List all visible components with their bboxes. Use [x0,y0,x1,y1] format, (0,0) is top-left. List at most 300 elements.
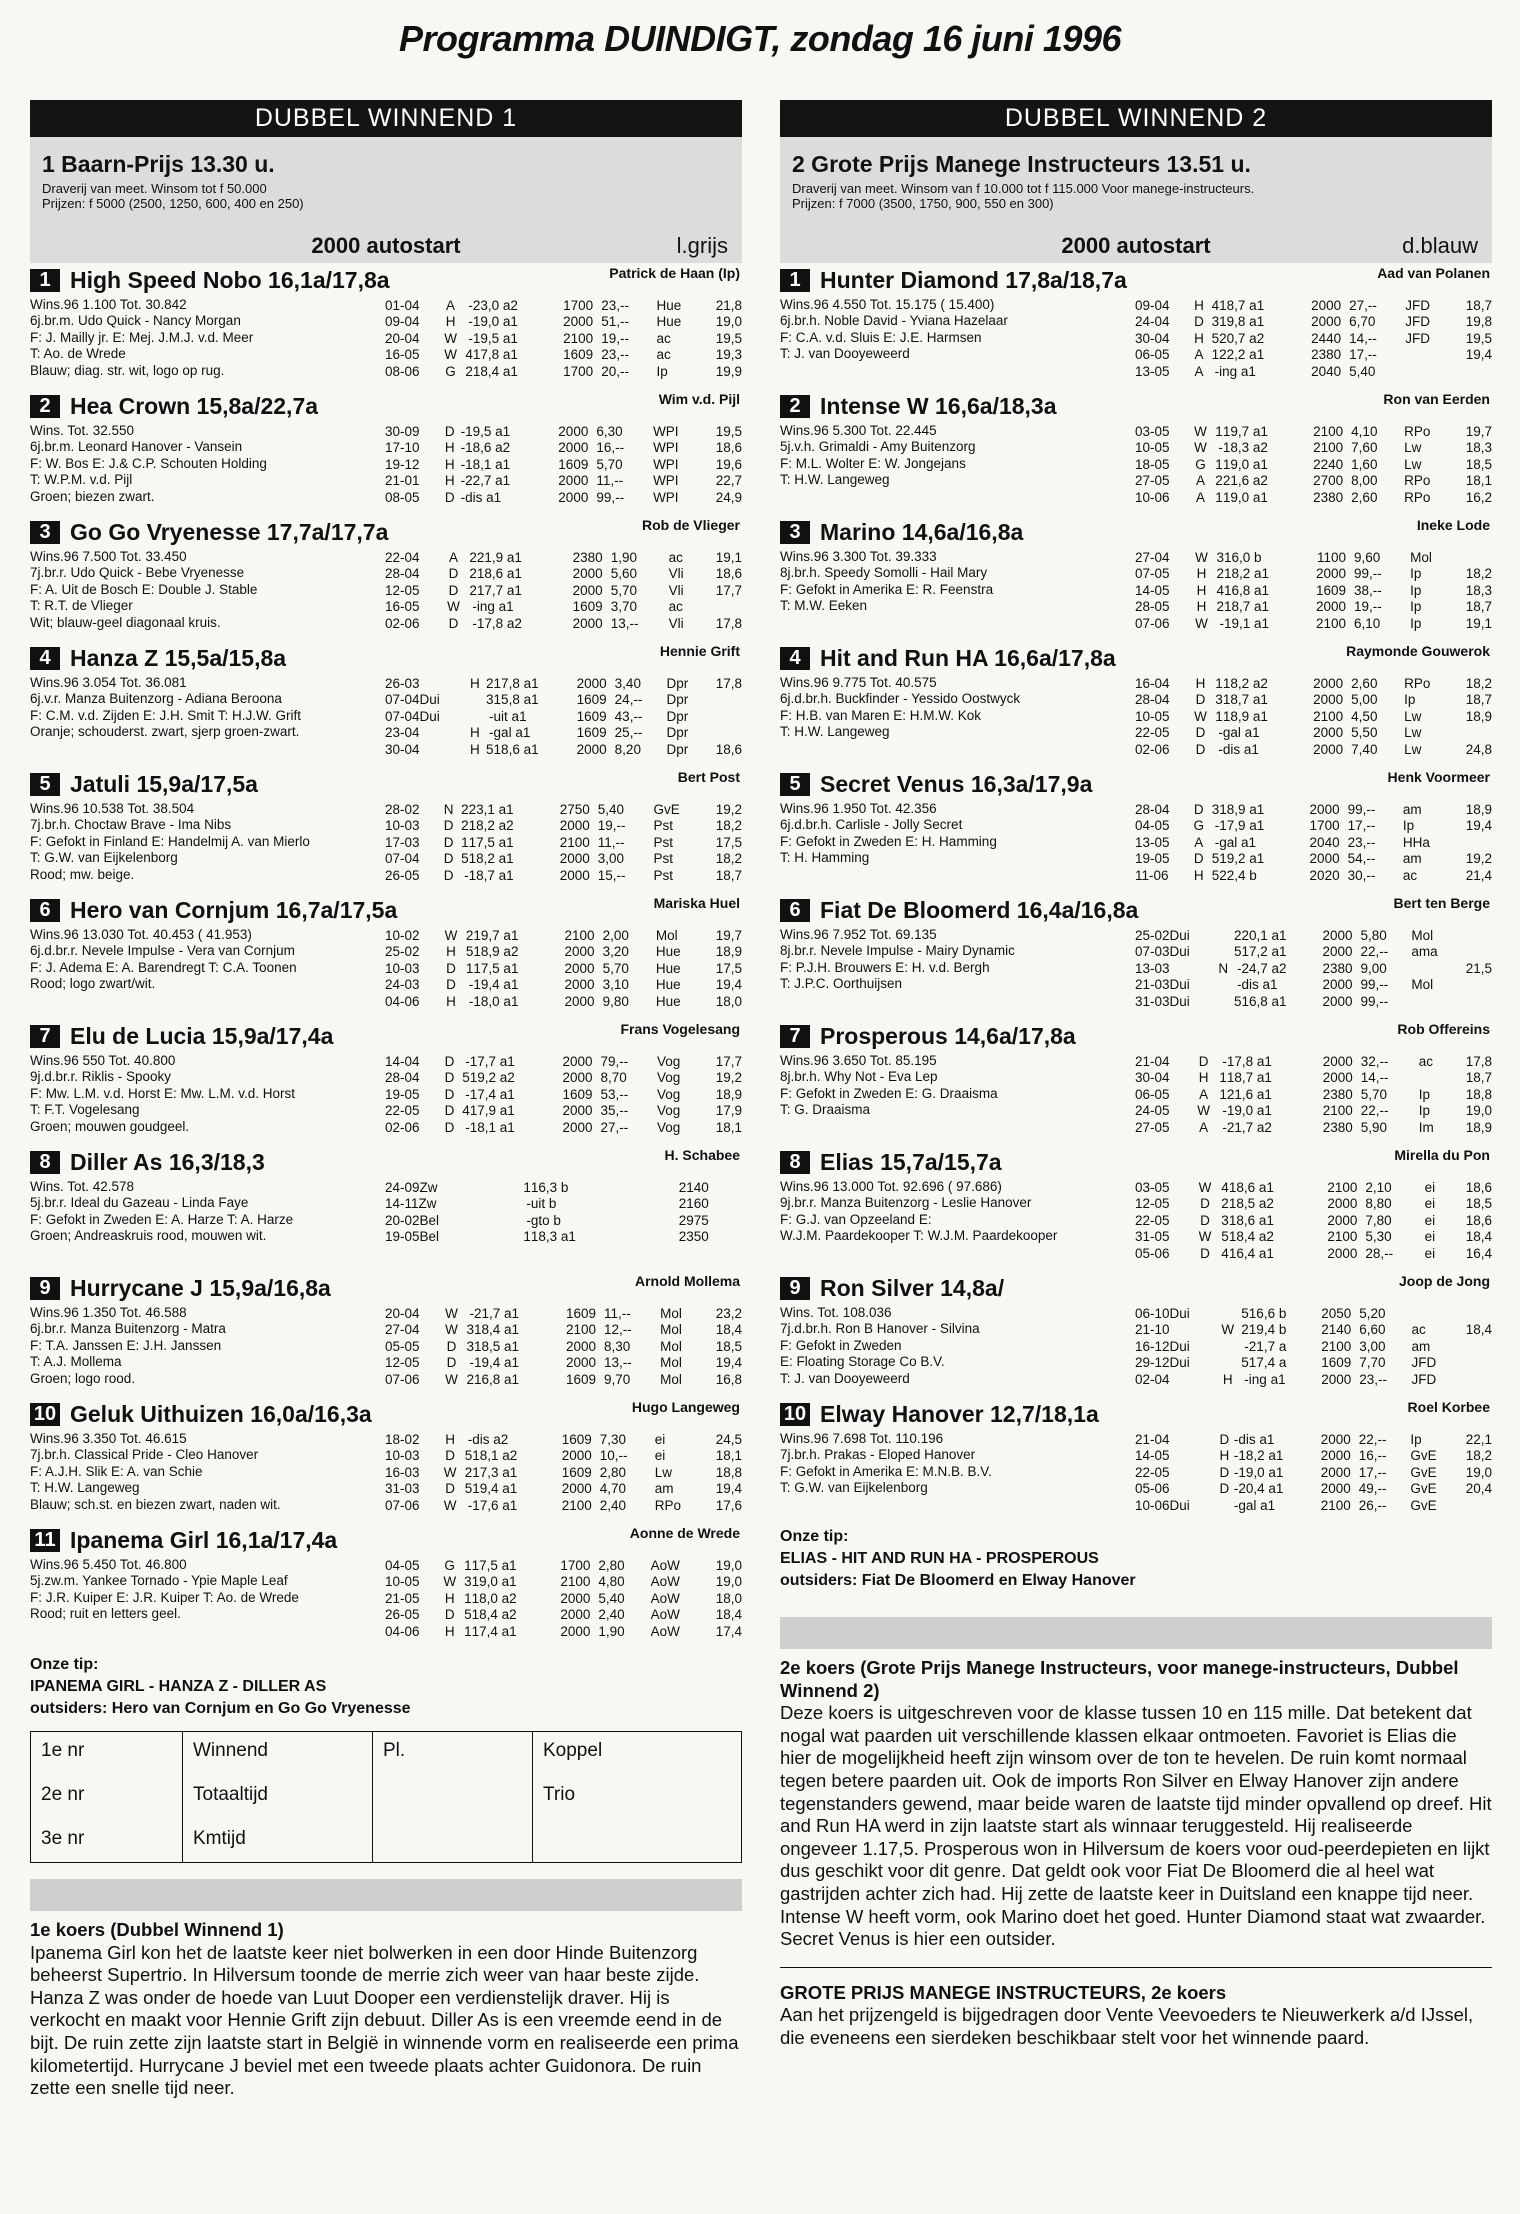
result-cell: - [489,725,494,741]
notice-heading: GROTE PRIJS MANEGE INSTRUCTEURS, 2e koers [780,1981,1227,2003]
result-cell: 5,70 [596,456,623,472]
detail-line: Wins.96 1.350 Tot. 46.588 [30,1305,187,1320]
result-cell: JFD [1411,1371,1437,1387]
form-cell: Pl. [383,1740,406,1761]
result-cell: 4 [1221,1180,1229,1195]
driver-name: Roel Korbee [1407,1399,1490,1415]
detail-line: F: W. Bos E: J.& C.P. Schouten Holding [30,455,267,471]
result-cell: 2000 [572,582,603,598]
result-cell: N [1218,960,1229,976]
result-cell: 19,2 [715,802,742,817]
result-cell: - [460,440,466,456]
result-cell: D [445,1448,455,1464]
result-cell: 1 [464,1590,472,1606]
detail-line: F: A. Uit de Bosch E: Double J. Stable [30,581,258,597]
result-cell [1405,961,1453,977]
result-cell: 21-05 [385,1590,420,1606]
result-cell: JFD [1411,1355,1437,1371]
result-cell [468,709,483,725]
result-cell: - [1233,1448,1239,1464]
result-cell: 2 [1234,928,1242,943]
result-cell: 17,7 [715,1054,742,1069]
result-cell: D [443,818,454,834]
result-cell: 23,-- [1359,1371,1388,1387]
result-cell: 2000 [558,489,589,505]
result-cell: ac [1411,1322,1426,1338]
result-cell: 18,2 a1 [1238,1448,1284,1464]
result-cell: 5,40 [598,1590,625,1606]
result-cell: 5 [1211,851,1220,867]
result-cell: ama [1411,944,1438,960]
result-cell: - [1244,1371,1249,1387]
result-cell: 2,60 [1351,489,1378,505]
result-cell: 1700 [1309,818,1340,834]
horse-details [30,297,385,379]
result-cell: 19,2 [715,1070,742,1086]
result-cell [728,1180,742,1196]
result-cell: Hue [655,944,681,960]
result-cell: H [1194,298,1204,313]
result-cell: 18,6 [715,741,742,757]
result-cell: - [468,298,473,313]
result-cell: 18,9 [1465,802,1492,817]
result-cell: 23,1 a1 [468,802,514,817]
horse-entry [780,1397,1492,1523]
horse-heading [30,641,742,675]
result-cell: 3,40 [614,676,641,691]
result-row [385,331,742,347]
horse-number: 1 [780,269,810,292]
detail-line: Rood; logo zwart/wit. [30,976,156,992]
result-cell: D [1193,851,1204,867]
horse-entry [30,767,742,893]
detail-line: 6j.d.br.r. Nevele Impulse - Vera van Cornjum [30,943,295,959]
result-cell: 24,8 [1465,741,1492,757]
result-cell: 1609 [558,456,589,472]
result-cell: H [444,473,455,489]
result-row [385,1481,742,1497]
result-cell: 99,-- [596,489,625,505]
horse-entry [780,767,1492,893]
result-cell: 22,7 [715,473,742,489]
result-cell [1449,550,1492,566]
result-cell: 17,2 a1 [1241,944,1287,960]
result-cell: - [1233,1432,1239,1447]
result-cell: G [444,1558,455,1573]
result-cell: 2100 [563,330,594,346]
result-cell: 1 [523,1180,531,1195]
result-cell: 54,-- [1347,851,1376,867]
result-cell [1218,1339,1237,1355]
result-cell: 19,4 a1 [473,977,519,993]
detail-line: 9j.br.r. Manza Buitenzorg - Leslie Hanover [780,1195,1032,1211]
result-cell [1405,1306,1452,1322]
horse-number: 7 [30,1025,60,1048]
result-cell: 10-06Dui [1135,1497,1190,1513]
horse-heading [30,767,742,801]
detail-line: F: Gefokt in Zweden [780,1337,902,1353]
result-cell: 28-04 [1135,802,1170,817]
result-cell: 20,-- [601,363,629,379]
result-row [385,1120,742,1136]
result-cell: W [445,1371,458,1387]
horse-details [30,1305,385,1387]
result-cell: 21,4 [1465,867,1492,883]
result-cell: Hue [655,993,681,1009]
horse-number: 2 [30,395,60,418]
result-cell: 1609 [576,692,607,708]
result-cell: 16-04 [1135,676,1170,691]
result-cell: 2240 [1313,456,1344,472]
result-cell: - [489,708,494,724]
result-cell: Im [1418,1119,1434,1135]
result-cell: - [465,1086,470,1102]
detail-line: Rood; mw. beige. [30,866,135,882]
horse-number: 10 [30,1403,60,1426]
detail-line: 7j.br.h. Choctaw Brave - Ima Nibs [30,817,232,833]
result-cell [1452,1372,1492,1388]
section-header: DUBBEL WINNEND 1 [30,100,742,137]
driver-name: Aonne de Wrede [629,1525,740,1541]
result-cell: 26-05 [385,1607,420,1623]
result-cell: 21-04 [1135,1432,1170,1447]
result-cell [1218,1306,1237,1322]
race-distance: 2000 autostart [311,233,461,258]
result-row [1135,709,1492,725]
result-cell: 09-04 [385,314,420,330]
result-row [385,994,742,1010]
detail-line: Wins. Tot. 42.578 [30,1179,135,1194]
horse-heading [30,389,742,423]
result-cell: HHa [1402,834,1430,850]
result-cell: D [444,1607,455,1623]
result-cell: 11,-- [597,834,625,850]
result-cell: 28,-- [1365,1245,1394,1261]
result-cell: 10-05 [1135,440,1170,456]
result-cell: 17,-- [1358,1464,1387,1480]
horse-number: 3 [780,521,810,544]
result-cell: 23,-- [1347,834,1376,850]
story-heading: 2e koers (Grote Prijs Manege Instructeurs, voor manege-instructeurs, Dubbel Winnend 2) [780,1657,1459,1701]
result-cell: Lw [1404,741,1422,757]
result-cell: 18,9 [715,944,742,960]
result-cell: dis a2 [472,1432,509,1447]
result-cell: 1 [464,1623,472,1639]
result-cell: 18,2 [1465,566,1492,582]
tip-outsiders: outsiders: Hero van Cornjum en Go Go Vryenesse [30,1700,411,1717]
result-cell: A [1199,1086,1209,1102]
detail-line: 8j.br.r. Nevele Impulse - Mairy Dynamic [780,943,1015,959]
detail-line: Groen; mouwen goudgeel. [30,1118,190,1134]
result-row [385,566,742,582]
race-prizes: Prijzen: f 7000 (3500, 1750, 900, 550 en 300) [792,196,1054,211]
result-cell: 18,5 [715,1338,742,1354]
result-cell: 16,8 a1 [1224,582,1270,598]
results-table [1135,424,1492,506]
result-cell: 10-06 [1135,489,1170,505]
result-row [385,1465,742,1481]
result-cell: 2,60 [1351,676,1378,691]
result-cell: 18,9 [1465,708,1492,724]
result-cell: 26-05 [385,867,420,883]
result-cell: 18,4 [1465,1229,1492,1245]
result-cell: 01-04 [385,298,420,313]
result-cell: 19,7 a1 [1222,424,1268,439]
result-cell: 16,8 [715,1371,742,1387]
result-cell: 2100 [1321,1338,1352,1354]
result-cell: 21,8 [715,298,742,313]
result-cell: 22-04 [385,550,420,565]
result-row [385,1624,742,1640]
result-row [385,1070,742,1086]
result-cell: 2 [1216,599,1225,615]
result-cell: - [1222,1119,1227,1135]
result-cell: Pst [653,867,673,883]
result-cell: 20-02Bel [385,1212,440,1228]
result-cell: D [446,1355,457,1371]
result-cell: 21,7 a [1248,1338,1287,1354]
result-cell: Ip [1402,818,1415,834]
result-row [1135,1196,1492,1212]
result-cell: Ip [1418,1086,1430,1102]
result-cell: 18,2 a1 [468,851,514,867]
result-cell: 1 [523,1229,531,1245]
result-cell: 18,1 [715,1448,742,1464]
detail-line: Wit; blauw-geel diagonaal kruis. [30,614,221,630]
result-row [385,868,742,884]
result-cell: 27-05 [1135,473,1170,489]
result-cell: 06-05 [1135,1086,1170,1102]
result-row [1135,851,1492,867]
result-cell: D [444,424,455,439]
result-cell [1399,347,1449,363]
result-cell [468,692,483,708]
result-cell: 6,70 [1349,314,1376,330]
result-cell: 04-06 [385,1623,420,1639]
result-cell: 18,6 [715,566,742,582]
result-cell: 22,7 a1 [465,473,511,489]
result-cell: 31-05 [1135,1229,1170,1245]
result-cell: W [445,1322,458,1338]
result-cell: 6,30 [596,424,623,439]
result-cell: Vog [657,1054,681,1069]
result-cell: Vli [668,582,684,598]
driver-name: Rob Offereins [1397,1021,1490,1037]
detail-line: E: Floating Storage Co B.V. [780,1354,945,1370]
result-cell: 08-06 [385,363,420,379]
result-cell: 2 [1221,1196,1229,1212]
result-cell: 2,40 [599,1497,627,1513]
result-cell: 2050 [1321,1306,1352,1321]
result-cell: 19,0 [1465,1464,1492,1480]
result-cell: - [1219,615,1225,631]
result-cell: 1 [1215,424,1223,439]
horse-name: Hunter Diamond 17,8a/18,7a [820,267,1127,293]
horse-name: Hea Crown 15,8a/22,7a [70,393,319,419]
result-cell: 38,-- [1354,582,1382,598]
result-row [1135,457,1492,473]
result-cell: 18,3 a1 [530,1229,576,1245]
result-cell: D [443,834,454,850]
result-cell: - [1233,1497,1239,1513]
result-cell [1453,928,1492,944]
form-cell: Totaaltijd [193,1784,268,1805]
result-cell: 04-05 [1135,818,1170,834]
result-cell: Mol [1411,928,1434,943]
result-cell: 23,-- [601,298,629,313]
horse-entry [30,1523,742,1649]
horse-name: Intense W 16,6a/18,3a [820,393,1057,419]
result-cell: 2000 [572,566,603,582]
result-cell: 18,6 a2 [465,440,511,456]
driver-name: Aad van Polanen [1377,265,1490,281]
horse-name: Jatuli 15,9a/17,5a [70,771,258,797]
result-cell: 24,9 [715,489,742,505]
result-cell [1405,994,1453,1010]
result-cell: D [445,1481,455,1497]
result-cell: 17,8 a1 [1226,1054,1272,1069]
result-cell [1450,835,1492,851]
result-cell: H [1195,676,1206,691]
detail-line: Wins.96 5.300 Tot. 22.445 [780,423,937,438]
result-row [385,347,742,363]
result-cell: 5,90 [1360,1119,1388,1135]
horse-number: 10 [780,1403,810,1426]
detail-line: Wins.96 3.650 Tot. 85.195 [780,1053,937,1068]
result-cell: JFD [1405,330,1431,346]
result-cell: 2000 [564,977,595,993]
result-cell: H [1222,1371,1233,1387]
result-row [385,977,742,993]
result-cell: 10-05 [1135,708,1170,724]
result-cell: 11,-- [596,473,624,489]
result-cell: 1 [1219,1070,1227,1086]
result-cell: 15,8 a1 [493,692,539,708]
result-cell: 08-05 [385,489,420,505]
result-cell: 16,3 b [530,1180,569,1195]
result-cell: 20,7 a2 [1219,330,1265,346]
result-cell: 18,7 a1 [468,867,514,883]
result-cell: 2100 [1313,424,1344,439]
horse-details [30,675,385,741]
result-cell [1217,1498,1232,1514]
result-cell: 5 [1221,1229,1229,1245]
driver-name: Hennie Grift [659,643,740,659]
result-cell: ei [654,1432,666,1447]
result-cell: A [446,298,456,313]
horse-entry [780,1145,1492,1271]
result-row [1135,314,1492,330]
horse-entry [30,641,742,767]
result-cell: 19,0 a1 [472,314,518,330]
result-cell: 1 [1215,708,1223,724]
horse-details [30,801,385,883]
result-cell: 18,6 [1465,1180,1492,1195]
result-cell: 29-12Dui [1135,1355,1190,1371]
horse-details [780,927,1135,993]
detail-line: T: G.W. van Eijkelenborg [780,1480,928,1496]
result-row [385,1213,742,1229]
result-cell: 03-05 [1135,1180,1170,1195]
result-cell: - [465,1054,470,1069]
result-cell: 30-04 [385,741,420,757]
result-cell: W [1198,1229,1212,1245]
result-cell: 02-06 [385,615,420,631]
result-cell: 17,5 [715,834,742,850]
result-cell: 23-04 [385,725,420,741]
result-cell: 17,4 a1 [469,1086,515,1102]
result-cell: W [1221,1322,1235,1338]
result-cell: 1609 [561,1464,592,1480]
result-cell: 24,5 [715,1432,742,1447]
result-cell: - [1222,1054,1227,1069]
result-cell: 5,70 [610,582,637,598]
horse-entry [30,1145,742,1271]
result-cell: ac [668,550,683,565]
detail-line: Wins.96 3.300 Tot. 39.333 [780,549,937,564]
result-cell: - [467,1497,473,1513]
race-story [780,1657,1492,1951]
result-cell: 2380 [1322,960,1353,976]
result-cell: 24-03 [385,977,420,993]
result-cell: 8,00 [1351,473,1378,489]
result-cell: 16,8 a1 [474,1371,520,1387]
result-cell: 19,-- [597,818,626,834]
results-table [385,1054,742,1136]
result-cell: 16-05 [385,347,420,363]
result-row [385,742,742,758]
result-cell: 10-03 [385,960,420,976]
result-cell: Hue [655,977,681,993]
result-cell: 2000 [559,867,590,883]
horse-details [30,423,385,505]
horse-number: 1 [30,269,60,292]
result-cell: 2000 [1322,977,1353,993]
results-table [385,1432,742,1514]
result-row [385,424,742,440]
result-cell: 2,40 [598,1607,625,1623]
result-cell: Lw [1404,440,1422,456]
result-cell: 17,4 a [1248,1355,1287,1371]
result-cell: 18,4 [715,1607,742,1623]
result-cell: A [1194,347,1204,363]
detail-line: Wins.96 13.000 Tot. 92.696 ( 97.686) [780,1179,1002,1194]
result-cell: D [444,1119,455,1135]
result-cell: 99,-- [1354,566,1382,582]
result-cell: 17,-- [1347,818,1376,834]
detail-line: F: J. Adema E: A. Barendregt T: C.A. Toonen [30,959,297,975]
detail-line: F: A.J.H. Slik E: A. van Schie [30,1463,203,1479]
result-row [385,440,742,456]
tip-label: Onze tip: [30,1656,99,1673]
result-row [1135,818,1492,834]
result-cell: 2,00 [602,928,629,943]
result-cell: ing a1 [476,599,514,615]
result-cell: 6,10 [1354,615,1381,631]
result-cell: 3 [1221,1212,1229,1228]
result-cell [709,1196,728,1212]
form-cell: 1e nr [41,1740,85,1761]
race-story [30,1919,742,2100]
result-cell: 19,8 [1465,314,1492,330]
result-cell [1216,944,1230,960]
detail-line: T: Ao. de Wrede [30,346,126,362]
result-cell: G [445,363,456,379]
result-cell: 1609 [576,708,607,724]
result-cell: 2000 [562,1119,593,1135]
result-cell: GvE [1410,1464,1437,1480]
result-cell: 35,-- [600,1103,629,1119]
